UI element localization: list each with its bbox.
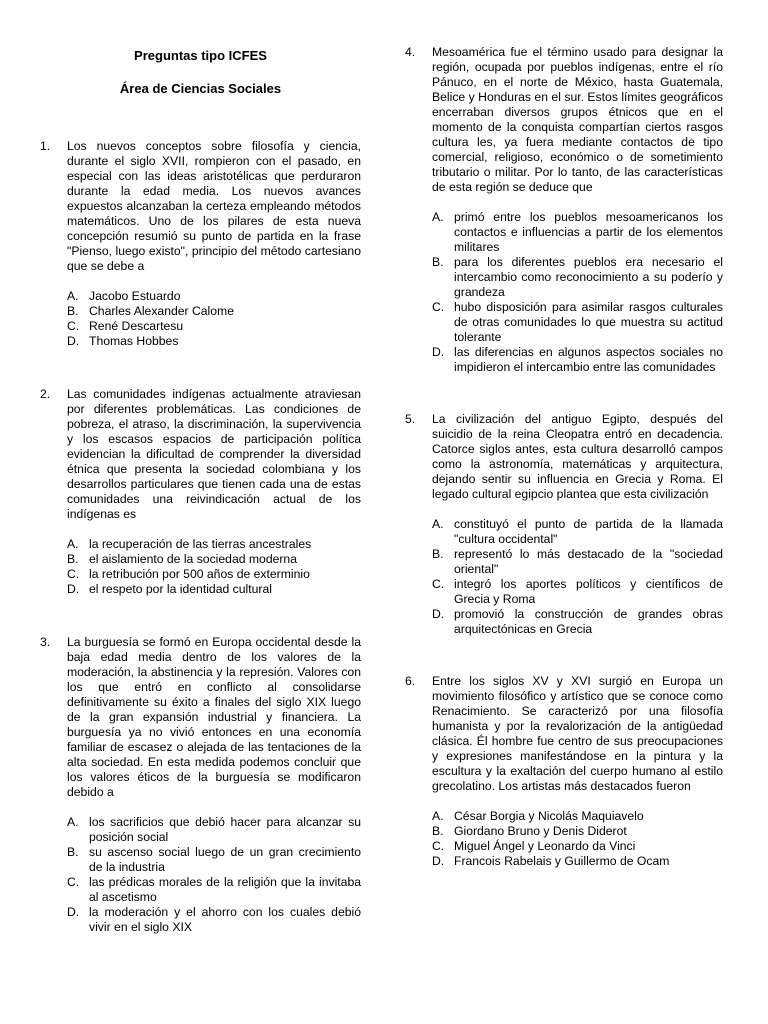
answer-option-d [67, 905, 361, 935]
right-column [405, 0, 723, 869]
question-2 [40, 387, 361, 597]
answer-option-a [67, 815, 361, 845]
option-letter: D. [432, 854, 445, 868]
answer-option-b [432, 255, 723, 300]
option-letter: D. [432, 345, 445, 359]
option-text: César Borgia y Nicolás Maquiavelo [454, 809, 644, 823]
question-5 [405, 412, 723, 637]
question-stem: La burguesía se formó en Europa occidental desde la baja edad media dentro de los valores de la moderación, la abstinencia y la represión. Valores con los que entró en conflicto al consolidarse definitivamente su éxito a finales del siglo XIX luego de la gran expansión industrial y financiera. La burguesía ya no vivió entonces en una economía familiar de escasez o alejada de las tentaciones de la alta sociedad. En esta medida podemos concluir que los valores éticos de la burguesía se modificaron debido a [67, 635, 361, 799]
option-letter: A. [432, 517, 444, 531]
answer-options [432, 809, 723, 869]
option-letter: A. [67, 289, 79, 303]
question-number: 4. [405, 45, 416, 59]
answer-option-b [67, 304, 361, 319]
option-text: representó lo más destacado de la "sociedad oriental" [454, 547, 723, 576]
option-text: René Descartesu [89, 319, 184, 333]
option-text: para los diferentes pueblos era necesario el intercambio como reconocimiento a su poderío y grandeza [454, 255, 723, 299]
answer-options [67, 289, 361, 349]
option-text: primó entre los pueblos mesoamericanos los contactos e influencias a partir de los elementos militares [454, 210, 723, 254]
answer-option-d [432, 607, 723, 637]
option-text: Miguel Ángel y Leonardo da Vinci [454, 839, 636, 853]
page-subtitle: Área de Ciencias Sociales [119, 81, 282, 96]
answer-option-b [67, 845, 361, 875]
option-text: la retribución por 500 años de exterminio [89, 567, 310, 581]
option-letter: A. [432, 809, 444, 823]
option-letter: B. [432, 824, 444, 838]
option-letter: A. [67, 537, 79, 551]
answer-option-c [432, 577, 723, 607]
option-text: Francois Rabelais y Guillermo de Ocam [454, 854, 670, 868]
option-letter: C. [432, 300, 445, 314]
answer-option-d [432, 854, 723, 869]
answer-option-b [432, 547, 723, 577]
answer-options [432, 517, 723, 637]
option-text: las prédicas morales de la religión que la invitaba al ascetismo [89, 875, 361, 904]
option-letter: B. [432, 547, 444, 561]
option-text: Thomas Hobbes [89, 334, 179, 348]
answer-option-b [67, 552, 361, 567]
option-letter: C. [432, 839, 445, 853]
answer-option-d [67, 582, 361, 597]
question-4 [405, 45, 723, 375]
answer-option-c [67, 319, 361, 334]
answer-option-c [67, 875, 361, 905]
question-number: 1. [40, 139, 51, 153]
answer-option-a [432, 809, 723, 824]
option-letter: B. [432, 255, 444, 269]
option-letter: A. [432, 210, 444, 224]
question-1 [40, 139, 361, 349]
question-stem: Entre los siglos XV y XVI surgió en Europa un movimiento filosófico y artístico que se conoce como Renacimiento. Se caracterizó por una filosofía humanista y por la revalorización de la antigüedad clásica. Él hombre fue centro de sus preocupaciones y expresiones manifestándose en la pintura y la escultura y la exaltación del cuerpo humano al estilo grecolatino. Los artistas más destacados fueron [432, 674, 723, 793]
option-letter: C. [67, 567, 80, 581]
question-number: 6. [405, 674, 416, 688]
question-number: 3. [40, 635, 51, 649]
answer-option-c [432, 839, 723, 854]
question-6 [405, 674, 723, 869]
question-number: 5. [405, 412, 416, 426]
option-text: Giordano Bruno y Denis Diderot [454, 824, 627, 838]
option-text: la moderación y el ahorro con los cuales debió vivir en el siglo XIX [89, 905, 361, 934]
answer-option-c [432, 300, 723, 345]
answer-option-c [67, 567, 361, 582]
option-letter: A. [67, 815, 79, 829]
answer-options [67, 815, 361, 935]
page-title: Preguntas tipo ICFES [134, 48, 267, 63]
option-text: los sacrificios que debió hacer para alcanzar su posición social [89, 815, 361, 844]
answer-option-b [432, 824, 723, 839]
option-letter: B. [67, 304, 79, 318]
answer-option-a [432, 517, 723, 547]
option-text: el respeto por la identidad cultural [89, 582, 272, 596]
answer-option-d [432, 345, 723, 375]
option-letter: C. [67, 319, 80, 333]
question-stem: Mesoamérica fue el término usado para designar la región, ocupada por pueblos indígenas, entre el río Pánuco, en el norte de México, hasta Guatemala, Belice y Honduras en el sur. Estos límites geográficos encerraban diversos grupos étnicos que en el momento de la conquista compartían ciertos rasgos cultura les, ya fuera mediante contactos de tipo comercial, religioso, económico o de sometimiento tributario o militar. Por lo tanto, de las características de esta región se deduce que [432, 45, 723, 194]
option-letter: D. [432, 607, 445, 621]
question-stem: La civilización del antiguo Egipto, después del suicidio de la reina Cleopatra entró en decadencia. Catorce siglos antes, esta cultura desarrolló campos como la astronomía, matemáticas y arquitectura, dejando sentir su influencia en Grecia y Roma. El legado cultural egipcio plantea que esta civilización [432, 412, 723, 501]
option-letter: B. [67, 552, 79, 566]
option-letter: D. [67, 582, 80, 596]
option-text: las diferencias en algunos aspectos sociales no impidieron el intercambio entre las comunidades [454, 345, 723, 374]
option-text: hubo disposición para asimilar rasgos culturales de otras comunidades lo que muestra su actitud tolerante [454, 300, 723, 344]
answer-option-a [67, 537, 361, 552]
option-text: la recuperación de las tierras ancestrales [89, 537, 312, 551]
option-text: Jacobo Estuardo [89, 289, 181, 303]
option-text: su ascenso social luego de un gran crecimiento de la industria [89, 845, 361, 874]
question-number: 2. [40, 387, 51, 401]
answer-options [432, 210, 723, 375]
answer-option-a [432, 210, 723, 255]
option-letter: D. [67, 905, 80, 919]
question-stem: Los nuevos conceptos sobre filosofía y ciencia, durante el siglo XVII, rompieron con el pasado, en especial con las ideas aristotélicas que perduraron durante la edad media. Los nuevos avances expuestos alcanzaban la certeza empleando métodos matemáticos. Uno de los pilares de esta nueva concepción resumió su punto de partida en la frase "Pienso, luego existo", principio del método cartesiano que se debe a [67, 139, 361, 273]
option-letter: C. [67, 875, 80, 889]
question-stem: Las comunidades indígenas actualmente atraviesan por diferentes problemáticas. Las condiciones de pobreza, el atraso, la discriminación, la supervivencia y los escasos espacios de participación política evidencian la dificultad de comprender la diversidad étnica que presenta la sociedad colombiana y los desarrollos particulares que tienen cada una de estas comunidades una reivindicación actual de los indígenas es [67, 387, 361, 521]
question-3 [40, 635, 361, 935]
option-letter: C. [432, 577, 445, 591]
option-text: integró los aportes políticos y científicos de Grecia y Roma [454, 577, 723, 606]
left-column [40, 0, 361, 935]
answer-option-a [67, 289, 361, 304]
option-text: promovió la construcción de grandes obras arquitectónicas en Grecia [454, 607, 723, 636]
answer-options [67, 537, 361, 597]
option-text: constituyó el punto de partida de la llamada "cultura occidental" [454, 517, 723, 546]
answer-option-d [67, 334, 361, 349]
option-letter: B. [67, 845, 79, 859]
option-letter: D. [67, 334, 80, 348]
option-text: el aislamiento de la sociedad moderna [89, 552, 297, 566]
option-text: Charles Alexander Calome [89, 304, 234, 318]
